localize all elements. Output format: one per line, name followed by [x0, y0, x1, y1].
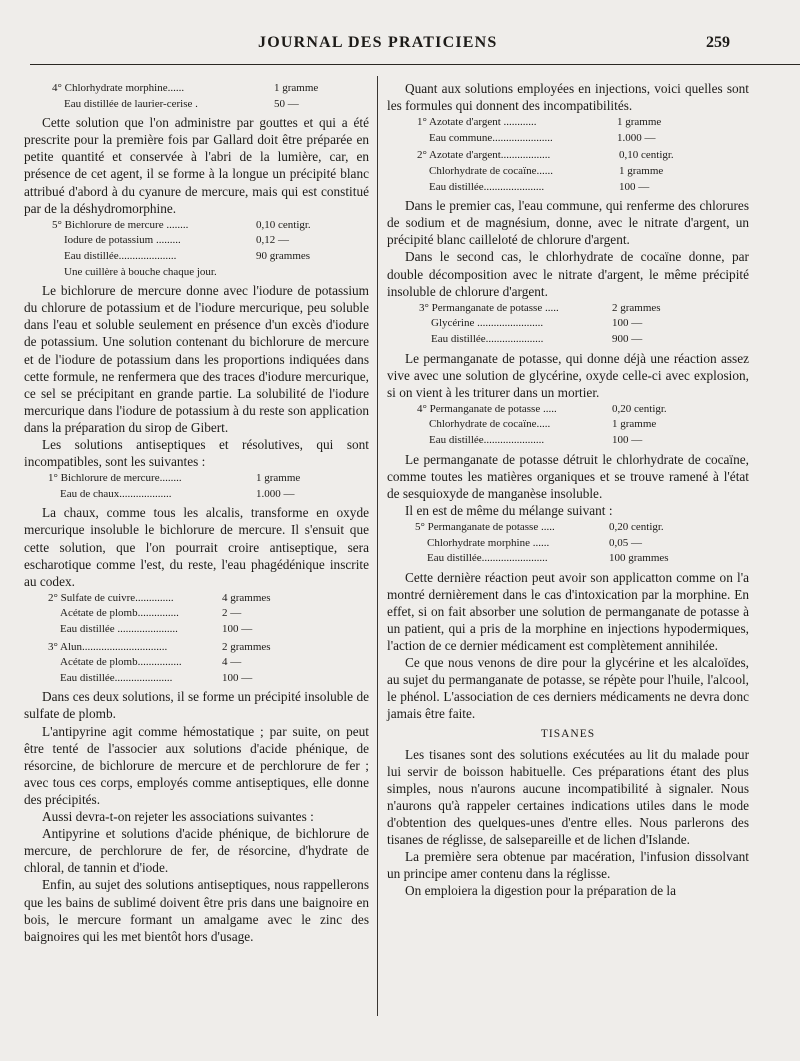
- ingredient-name: Chlorhydrate de cocaïne.....: [429, 418, 551, 431]
- ingredient-quantity: 1.000 —: [256, 487, 295, 500]
- paragraph: Les solutions antiseptiques et résolutives, qui sont incompatibles, sont les suivantes :: [24, 436, 369, 470]
- ingredient-name: 3° Alun...............................: [48, 640, 168, 653]
- formula-row: [387, 301, 749, 317]
- formula-row: [387, 551, 749, 567]
- formula-row: [24, 249, 369, 265]
- ingredient-quantity: 1 gramme: [274, 82, 319, 94]
- running-title: JOURNAL DES PRATICIENS: [258, 34, 498, 51]
- ingredient-quantity: 1 gramme: [617, 116, 662, 129]
- ingredient-name: Eau distillée ......................: [60, 623, 178, 635]
- formula-row: [24, 591, 369, 607]
- ingredient-quantity: 2 grammes: [612, 301, 661, 314]
- formula-block: [387, 301, 749, 348]
- ingredient-quantity: 100 grammes: [609, 552, 669, 565]
- formula-row: [387, 148, 749, 164]
- ingredient-quantity: 4 grammes: [222, 591, 271, 604]
- ingredient-quantity: 900 —: [612, 332, 643, 345]
- ingredient-name: Eau commune......................: [429, 131, 553, 144]
- formula-note: Une cuillère à bouche chaque jour.: [64, 265, 217, 278]
- formula-row: [387, 402, 749, 418]
- paragraph: Le permanganate de potasse détruit le chlorhydrate de cocaïne, comme toutes les matières organiques et se trouve ramené à l'état de sesquioxyde de manganèse insoluble.: [387, 451, 749, 501]
- formula-row: [387, 164, 749, 180]
- ingredient-quantity: 1 gramme: [612, 418, 657, 431]
- formula-row: [24, 97, 369, 113]
- formula-row: [24, 671, 369, 687]
- ingredient-name: Chlorhydrate de cocaïne......: [429, 164, 554, 177]
- formula-block: [387, 520, 749, 567]
- formula-block: [387, 402, 749, 449]
- ingredient-name: Acétate de plomb................: [60, 656, 182, 669]
- ingredient-name: Iodure de potassium .........: [64, 234, 181, 247]
- formula-row: [24, 640, 369, 656]
- formula-row: [24, 606, 369, 622]
- paragraph: Quant aux solutions employées en injections, voici quelles sont les formules qui donnent des incompatibilités.: [387, 81, 749, 114]
- formula-row: [387, 536, 749, 552]
- ingredient-quantity: 4 —: [222, 656, 242, 669]
- ingredient-quantity: 100 —: [612, 317, 643, 330]
- ingredient-name: Eau distillée........................: [427, 552, 548, 565]
- paragraph: Dans ces deux solutions, il se forme un précipité insoluble de sulfate de plomb.: [24, 689, 369, 722]
- formula-block: [24, 471, 369, 502]
- column-divider: [377, 76, 378, 1016]
- formula-row: [24, 218, 369, 234]
- formula-row: [387, 520, 749, 536]
- formula-row: [387, 316, 749, 332]
- formula-row: [24, 81, 369, 97]
- paragraph: Ce que nous venons de dire pour la glycérine et les alcaloïdes, au sujet du permanganate de potasse, se répète pour l'huile, l'alcool, le phénol. L'association de ces derniers médicaments ne devra donc jamais être faite.: [387, 655, 749, 722]
- ingredient-name: Eau distillée.....................: [60, 671, 173, 684]
- ingredient-quantity: 100 —: [612, 433, 643, 446]
- ingredient-name: Glycérine ........................: [431, 317, 544, 330]
- ingredient-quantity: 0,10 centigr.: [256, 218, 311, 231]
- formula-row: [387, 115, 749, 131]
- formula-block: [387, 148, 749, 195]
- ingredient-quantity: 50 —: [274, 97, 299, 110]
- ingredient-name: Eau de chaux...................: [60, 487, 172, 500]
- ingredient-name: Eau distillée.....................: [431, 332, 544, 345]
- formula-block: [24, 81, 369, 112]
- paragraph: Le bichlorure de mercure donne avec l'iodure de potassium du chlorure de potassium et de l'iodure mercurique, peu soluble dans l'eau et soluble seulement en présence d'un excès d'iodure de potassium. Une solution contenant du bichlorure de mercure et de l'iodure de potassium dans les proportions indiquées dans cette formule, ne renfermera que des traces d'iodure mercurique, ce sel se précipitant en grande partie. La solubilité de l'iodure mercurique dans l'iodure de potassium à du reste son application dans la préparation du sirop de Gibert.: [24, 283, 369, 435]
- ingredient-name: 4° Chlorhydrate morphine......: [52, 82, 185, 94]
- ingredient-name: 2° Azotate d'argent..................: [417, 149, 551, 162]
- section-title: TISANES: [540, 727, 596, 740]
- ingredient-name: 5° Bichlorure de mercure ........: [52, 218, 189, 231]
- formula-row: [24, 471, 369, 487]
- paragraph: La chaux, comme tous les alcalis, transforme en oxyde mercurique insoluble le bichlorure de mercure. Il s'ensuit que cette solution, que l'on pourrait croire antiseptique, sera escharotique comme l'est, du reste, l'eau phagédénique inscrite au codex.: [24, 505, 369, 589]
- formula-row: [387, 433, 749, 449]
- paragraph: L'antipyrine agit comme hémostatique ; par suite, on peut être tenté de l'associer aux solutions d'acide phénique, de résorcine, de bichlorure de mercure et de perchlorure de fer ; avec tous ces corps, employés comme antiseptiques, elle donne des précipités.: [24, 723, 369, 807]
- formula-row: [24, 487, 369, 503]
- paragraph: Le permanganate de potasse, qui donne déjà une réaction assez vive avec une solution de glycérine, oxyde celle-ci avec explosion, si on vient à les triturer dans un mortier.: [387, 350, 749, 400]
- paragraph: Les tisanes sont des solutions exécutées au lit du malade pour lui servir de boisson habituelle. Ces préparations étant des plus simples, nous n'aurons aucune incompatibilité à signaler. Nous n'aurons qu'à rappeler certaines indications utiles dans le mode d'obtention des quelques-unes d'entre elles. Nous parlerons des tisanes de réglisse, de salsepareille et de lichen d'Islande.: [387, 746, 749, 848]
- paragraph: La première sera obtenue par macération, l'infusion dissolvant un principe amer contenu dans la réglisse.: [387, 849, 749, 882]
- formula-row: [24, 622, 369, 638]
- paragraph: Dans le premier cas, l'eau commune, qui renferme des chlorures de sodium et de magnésium, donne, avec le nitrate d'argent, un précipité blanc cailleloté de chlorure d'argent.: [387, 198, 749, 248]
- paragraph: Aussi devra-t-on rejeter les associations suivantes :: [42, 809, 314, 825]
- formula-row: [24, 655, 369, 671]
- formula-row: [387, 180, 749, 196]
- ingredient-name: 1° Bichlorure de mercure........: [48, 472, 182, 485]
- ingredient-name: 2° Sulfate de cuivre..............: [48, 591, 174, 604]
- ingredient-quantity: 2 grammes: [222, 640, 271, 653]
- formula-block: [24, 218, 369, 280]
- formula-block: [24, 591, 369, 638]
- page-header: [0, 34, 800, 58]
- formula-row: [24, 233, 369, 249]
- left-column: [24, 80, 369, 945]
- paragraph: Enfin, au sujet des solutions antiseptiques, nous rappellerons que les bains de sublimé doivent être pris dans une baignoire en bois, le mercure formant un amalgame avec le zinc des baignoires qui les met bientôt hors d'usage.: [24, 877, 369, 944]
- ingredient-name: 1° Azotate d'argent ............: [417, 116, 537, 129]
- right-column: [387, 80, 749, 900]
- paragraph: Il en est de même du mélange suivant :: [405, 502, 613, 518]
- ingredient-quantity: 0,12 —: [256, 234, 289, 247]
- paragraph: Cette dernière réaction peut avoir son applicatton comme on l'a montré dernièrement dans le cas d'intoxication par la morphine. En effet, si on fait absorber une solution de permanganate de potasse à un patient, qui a pris de la morphine en injections hypodermiques, l'action de ce dernier médicament est complètement annihilée.: [387, 569, 749, 654]
- ingredient-name: 5° Permanganate de potasse .....: [415, 520, 555, 533]
- ingredient-name: 3° Permanganate de potasse .....: [419, 301, 559, 314]
- formula-row: [387, 332, 749, 348]
- ingredient-quantity: 100 —: [619, 180, 650, 193]
- ingredient-name: Eau distillée......................: [429, 433, 545, 446]
- ingredient-quantity: 100 —: [222, 671, 253, 684]
- formula-row: [387, 417, 749, 433]
- header-rule: [30, 64, 800, 65]
- formula-row: [387, 131, 749, 147]
- formula-block: [387, 115, 749, 146]
- ingredient-name: Acétate de plomb...............: [60, 607, 179, 620]
- ingredient-name: Eau distillée......................: [429, 180, 545, 193]
- ingredient-quantity: 1.000 —: [617, 131, 656, 144]
- ingredient-name: Eau distillée.....................: [64, 249, 177, 262]
- ingredient-name: Chlorhydrate morphine ......: [427, 536, 550, 549]
- paragraph: On emploiera la digestion pour la préparation de la: [405, 883, 677, 899]
- ingredient-quantity: 90 grammes: [256, 249, 311, 262]
- ingredient-quantity: 2 —: [222, 607, 242, 620]
- formula-block: [24, 640, 369, 687]
- ingredient-quantity: 1 gramme: [619, 164, 664, 177]
- ingredient-quantity: 0,20 centigr.: [609, 520, 664, 533]
- ingredient-name: Eau distillée de laurier-cerise .: [64, 97, 198, 110]
- paragraph: Dans le second cas, le chlorhydrate de cocaïne donne, par double décomposition avec le nitrate d'argent, le même précipité insoluble de chlorure d'argent.: [387, 249, 749, 299]
- page-number: 259: [706, 34, 730, 51]
- paragraph: Antipyrine et solutions d'acide phénique, de bichlorure de mercure, de perchlorure de fer, de résorcine, d'hydrate de chloral, de tannin et d'iode.: [24, 826, 369, 876]
- ingredient-name: 4° Permanganate de potasse .....: [417, 402, 557, 415]
- ingredient-quantity: 0,05 —: [609, 536, 642, 549]
- ingredient-quantity: 0,10 centigr.: [619, 149, 674, 162]
- paragraph: Cette solution que l'on administre par gouttes et qui a été prescrite pour la première fois par Gallard doit être préparée en petite quantité et conservée à l'abri de la lumière, car, en présence de cet agent, il se forme à la longue un précipité blanc attribué d'abord à du cyanure de mercure, mais qui est constitué par de la déshydromorphine.: [24, 115, 369, 216]
- ingredient-quantity: 100 —: [222, 623, 253, 635]
- ingredient-quantity: 0,20 centigr.: [612, 402, 667, 415]
- ingredient-quantity: 1 gramme: [256, 472, 301, 485]
